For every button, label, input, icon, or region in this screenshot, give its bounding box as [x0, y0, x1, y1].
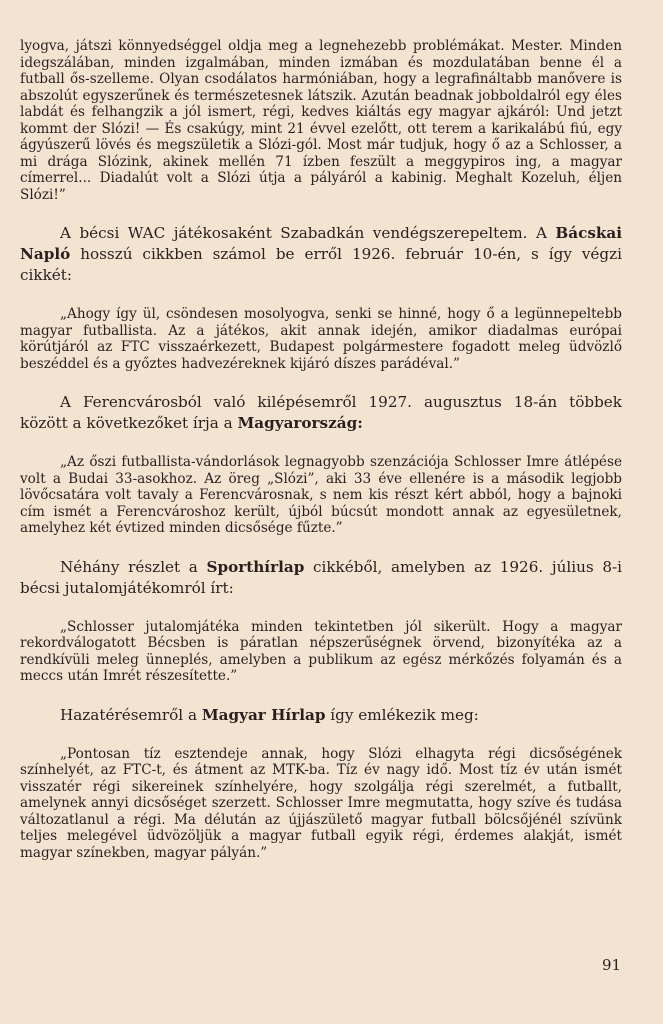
body-paragraph: [20, 392, 622, 434]
paragraph-text: Hazatérésemről a: [60, 705, 202, 724]
body-paragraph: [20, 557, 622, 599]
paragraph-text: A bécsi WAC játékosaként Szabadkán vendégszerepeltem. A: [60, 224, 556, 242]
quote-block: „Schlosser jutalomjátéka minden tekintetben jól sikerült. Hogy a magyar rekordválogatott Bécsben is páratlan népszerűségnek örvend, bizonyítéka az a rendkívüli meleg ünneplés, amelyben a publikum az egész mérkőzés folyamán és a meccs után Imrét részesítette.”: [20, 618, 622, 684]
body-paragraph: [20, 705, 622, 726]
quote-block: „Ahogy így ül, csöndesen mosolyogva, senki se hinné, hogy ő a legünnepeltebb magyar futballista. Az a játékos, akit annak idején, amikor diadalmas európai körútjáról az FTC visszaérkezett, Budapest polgármestere fogadott meleg üdvözlő beszéddel és a győztes hadvezéreknek kijáró díszes parádéval.”: [20, 306, 622, 372]
paragraph-text: hosszú cikkben számol be erről 1926. február 10-én, s így végzi cikkét:: [20, 245, 622, 284]
newspaper-name: Magyarország:: [237, 414, 363, 432]
quote-block: „Pontosan tíz esztendeje annak, hogy Slózi elhagyta régi dicsőségének színhelyét, az FTC-t, és átment az MTK-ba. Tíz év nagy idő. Most tíz év után ismét visszatér régi sikereinek színhelyére, hogy szolgálja régi szerelmét, a futballt, amelynek annyi dicsőséget szerzett. Schlosser Imre megmutatta, hogy szíve és tudása változatlanul a régi. Ma délután az újjászülető magyar futball bölcsőjénél szívünk teljes melegével üdvözöljük a magyar futball egyik régi, érdemes alakját, ismét magyar színekben, magyar pályán.”: [20, 745, 622, 861]
quote-block: „Az őszi futballista-vándorlások legnagyobb szenzációja Schlosser Imre átlépése volt a Budai 33-asokhoz. Az öreg „Slózi”, aki 33 éve ellenére is a második legjobb lövőcsatára volt tavaly a Ferencvárosnak, s nem kis részt kért abból, hogy a bajnoki cím ismét a Ferencvároshoz került, újból búcsút mondott annak az egyesületnek, amelyhez két évtized minden dicsősége fűzte.”: [20, 454, 622, 536]
newspaper-name: Sporthírlap: [206, 557, 305, 576]
paragraph-text: cikkéből, amelyben az 1926. július 8-i bécsi jutalomjátékomról írt:: [20, 557, 622, 597]
paragraph-text: A Ferencvárosból való kilépésemről 1927. augusztus 18-án többek között a következőket írja a: [20, 393, 622, 432]
newspaper-name: Bácskai Napló: [20, 224, 622, 263]
paragraph-text: Néhány részlet a: [60, 557, 207, 576]
quote-block: lyogva, játszi könnyedséggel oldja meg a legnehezebb problémákat. Mester. Minden idegszálában, minden izgalmában, minden izmában és mozdulatában benne él a futball ős-szelleme. Olyan csodálatos harmóniában, hogy a legrafináltabb manővere is abszolút egyszerűnek és természetesnek látszik. Azután beadnak jobboldalról egy éles labdát és felhangzik a jól ismert, régi, kedves kiáltás egy magyar ajkáról: Und jetzt kommt der Slózi! — És csakúgy, mint 21 évvel ezelőtt, ott terem a karikalábú fiú, egy ágyúszerű lövés és megszületik a Slózi-gól. Most már tudjuk, hogy ő az a Schlosser, a mi drága Slózink, akinek mellén 71 ízben feszült a meggypiros ing, a magyar címerrel... Diadalút volt a Slózi útja a pályáról a kabinig. Meghalt Kozeluh, éljen Slózi!”: [20, 38, 622, 203]
body-paragraph: [20, 223, 622, 286]
newspaper-name: Magyar Hírlap: [201, 705, 326, 724]
paragraph-text: így emlékezik meg:: [325, 705, 479, 724]
page-content: [20, 38, 622, 861]
page-number: 91: [602, 956, 622, 974]
